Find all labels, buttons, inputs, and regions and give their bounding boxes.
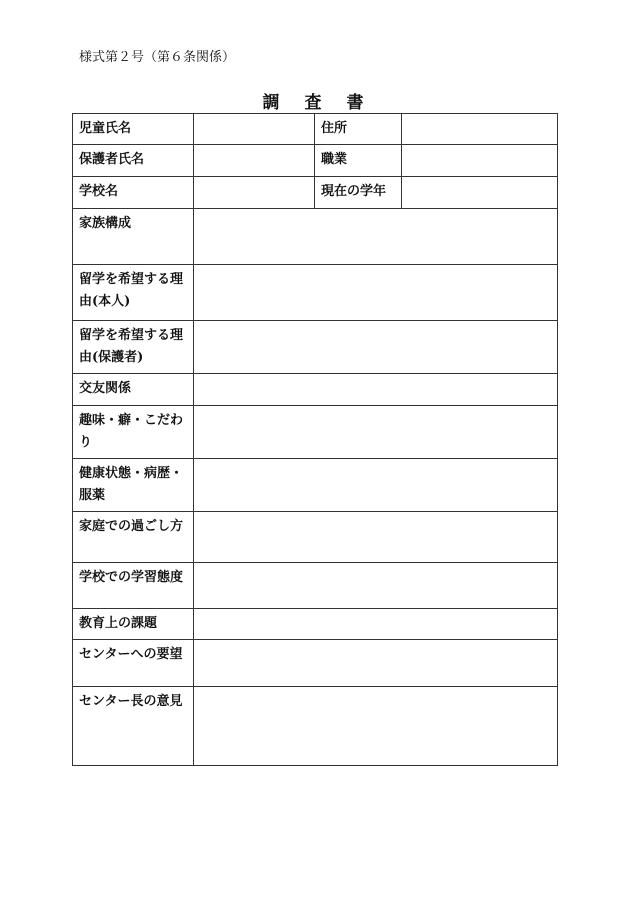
label-occupation: 職業 [315,145,402,177]
center-director-opinion-field[interactable] [194,687,558,766]
family-structure-field[interactable] [194,209,558,265]
address-field[interactable] [402,114,558,145]
survey-table [72,113,558,766]
friendships-field[interactable] [194,374,558,406]
label-family-structure: 家族構成 [73,209,194,265]
reason-guardian-field[interactable] [194,321,558,374]
label-reason-guardian: 留学を希望する理由(保護者) [73,321,194,374]
document-title: 調 査 書 [262,93,368,113]
hobbies-field[interactable] [194,406,558,459]
label-hobbies: 趣味・癖・こだわり [73,406,194,459]
home-life-field[interactable] [194,512,558,563]
label-health: 健康状態・病歴・服薬 [73,459,194,512]
guardian-name-field[interactable] [194,145,315,177]
label-friendships: 交友関係 [73,374,194,406]
label-guardian-name: 保護者氏名 [73,145,194,177]
label-current-grade: 現在の学年 [315,177,402,209]
label-reason-self: 留学を希望する理由(本人) [73,265,194,321]
child-name-field[interactable] [194,114,315,145]
label-education-issues: 教育上の課題 [73,609,194,640]
reason-self-field[interactable] [194,265,558,321]
label-requests-to-center: センターへの要望 [73,640,194,687]
label-child-name: 児童氏名 [73,114,194,145]
school-attitude-field[interactable] [194,563,558,609]
label-school-name: 学校名 [73,177,194,209]
occupation-field[interactable] [402,145,558,177]
health-field[interactable] [194,459,558,512]
requests-to-center-field[interactable] [194,640,558,687]
current-grade-field[interactable] [402,177,558,209]
label-school-attitude: 学校での学習態度 [73,563,194,609]
label-address: 住所 [315,114,402,145]
education-issues-field[interactable] [194,609,558,640]
label-home-life: 家庭での過ごし方 [73,512,194,563]
label-center-director-opinion: センター長の意見 [73,687,194,766]
form-number: 様式第２号（第６条関係） [79,50,236,65]
school-name-field[interactable] [194,177,315,209]
